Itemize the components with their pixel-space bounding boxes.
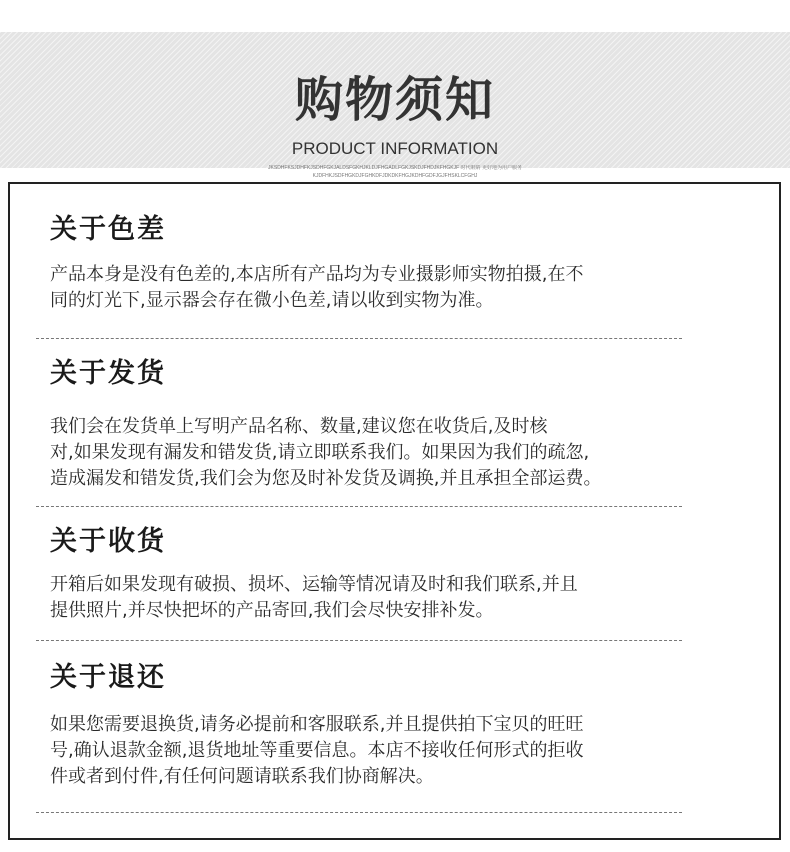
body-line: 开箱后如果发现有破损、损坏、运输等情况请及时和我们联系,并且: [50, 574, 578, 595]
body-line: 对,如果发现有漏发和错发货,请立即联系我们。如果因为我们的疏忽,: [50, 442, 590, 463]
banner-fine-print: KJDFHKJSDFHGKDJFGHKDFJDKDKFHGJKDHFGDFJGJFHSKLCFGHJ: [312, 173, 478, 179]
banner-subtitle: PRODUCT INFORMATION: [291, 139, 499, 158]
body-line: 提供照片,并尽快把坏的产品寄回,我们会尽快安排补发。: [50, 600, 494, 621]
body-line: 同的灯光下,显示器会存在微小色差,请以收到实物为准。: [50, 290, 494, 311]
body-line: 产品本身是没有色差的,本店所有产品均为专业摄影师实物拍摄,在不: [50, 264, 584, 285]
section-heading: 关于发货: [50, 358, 166, 389]
body-line: 如果您需要退换货,请务必提前和客服联系,并且提供拍下宝贝的旺旺: [50, 714, 584, 735]
dashed-divider: [36, 338, 682, 339]
banner-title: 购物须知: [294, 72, 495, 128]
header-banner: [0, 32, 790, 179]
dashed-divider: [36, 640, 682, 641]
body-line: 造成漏发和错发货,我们会为您及时补发货及调换,并且承担全部运费。: [50, 468, 602, 489]
body-line: 号,确认退款金额,退货地址等重要信息。本店不接收任何形式的拒收: [50, 740, 584, 761]
section-body: [50, 414, 690, 492]
body-line: 我们会在发货单上写明产品名称、数量,建议您在收货后,及时核: [50, 416, 548, 437]
section-heading: 关于收货: [50, 526, 166, 557]
dashed-divider: [36, 812, 682, 813]
section-heading: 关于色差: [50, 214, 166, 245]
section-body: [50, 712, 690, 790]
section-heading: 关于退还: [50, 662, 166, 693]
dashed-divider: [36, 506, 682, 507]
section-body: [50, 572, 690, 624]
section-body: [50, 262, 690, 314]
notice-box: [8, 182, 781, 840]
banner-fine-print: JKSDHFKSJDHFKJSDHFGKJALDSFGKHJKLDJFHGADLFGKJSKDJFHDJKFHGKJF 时代眼睛 更好地为用户服务: [268, 165, 522, 171]
body-line: 件或者到付件,有任何问题请联系我们协商解决。: [50, 766, 434, 787]
